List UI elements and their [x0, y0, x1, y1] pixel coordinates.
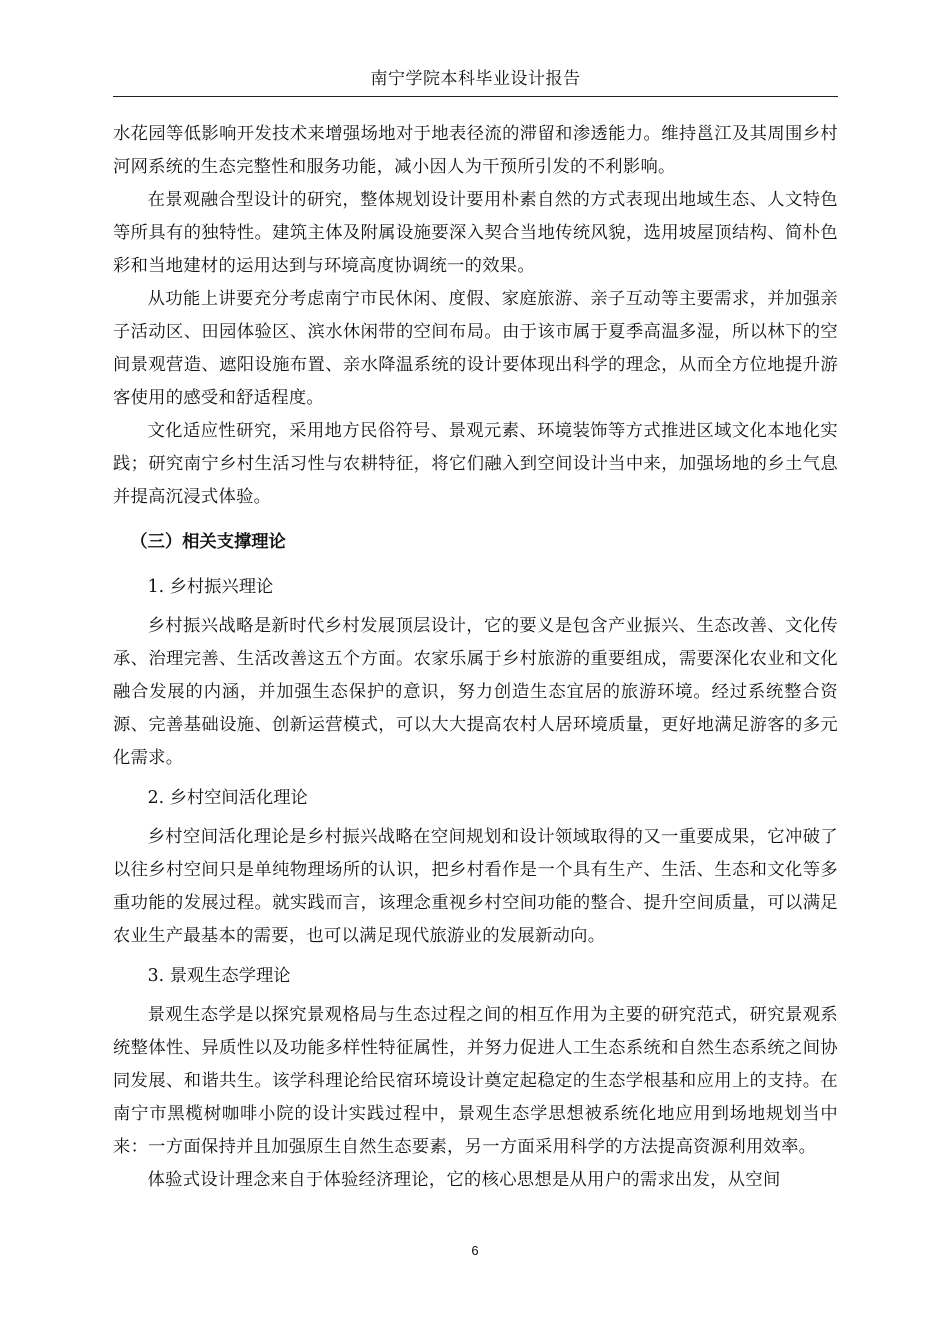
document-body	[113, 118, 838, 1197]
running-header: 南宁学院本科毕业设计报告	[113, 64, 838, 97]
page-number: 6	[471, 1243, 479, 1258]
paragraph: 体验式设计理念来自于体验经济理论，它的核心思想是从用户的需求出发，从空间	[147, 1170, 781, 1190]
paragraph: 文化适应性研究，采用地方民俗符号、景观元素、环境装饰等方式推进区域文化本地化实践；研究南宁乡村生活习性与农耕特征，将它们融入到空间设计当中来，加强场地的乡土气息并提高沉浸式体验。	[113, 421, 838, 507]
paragraph: 乡村振兴战略是新时代乡村发展顶层设计，它的要义是包含产业振兴、生态改善、文化传承、治理完善、生活改善这五个方面。农家乐属于乡村旅游的重要组成，需要深化农业和文化融合发展的内涵，并加强生态保护的意识，努力创造生态宜居的旅游环境。经过系统整合资源、完善基础设施、创新运营模式，可以大大提高农村人居环境质量，更好地满足游客的多元化需求。	[113, 616, 838, 768]
paragraph: 水花园等低影响开发技术来增强场地对于地表径流的滞留和渗透能力。维持邕江及其周围乡村河网系统的生态完整性和服务功能，减小因人为干预所引发的不利影响。	[113, 124, 838, 177]
subsection-heading: 3. 景观生态学理论	[147, 966, 291, 986]
paragraph: 景观生态学是以探究景观格局与生态过程之间的相互作用为主要的研究范式，研究景观系统整体性、异质性以及功能多样性特征属性，并努力促进人工生态系统和自然生态系统之间协同发展、和谐共生。该学科理论给民宿环境设计奠定起稳定的生态学根基和应用上的支持。在南宁市黑榄树咖啡小院的设计实践过程中，景观生态学思想被系统化地应用到场地规划当中来：一方面保持并且加强原生自然生态要素，另一方面采用科学的方法提高资源利用效率。	[113, 1005, 838, 1157]
section-heading: （三）相关支撑理论	[130, 532, 286, 552]
subsection-heading: 1. 乡村振兴理论	[147, 577, 274, 597]
paragraph: 从功能上讲要充分考虑南宁市民休闲、度假、家庭旅游、亲子互动等主要需求，并加强亲子活动区、田园体验区、滨水休闲带的空间布局。由于该市属于夏季高温多湿，所以林下的空间景观营造、遮阳设施布置、亲水降温系统的设计要体现出科学的理念，从而全方位地提升游客使用的感受和舒适程度。	[113, 289, 838, 408]
subsection-heading: 2. 乡村空间活化理论	[147, 788, 308, 808]
paragraph: 乡村空间活化理论是乡村振兴战略在空间规划和设计领域取得的又一重要成果，它冲破了以往乡村空间只是单纯物理场所的认识，把乡村看作是一个具有生产、生活、生态和文化等多重功能的发展过程。就实践而言，该理念重视乡村空间功能的整合、提升空间质量，可以满足农业生产最基本的需要，也可以满足现代旅游业的发展新动向。	[113, 827, 838, 946]
paragraph: 在景观融合型设计的研究，整体规划设计要用朴素自然的方式表现出地域生态、人文特色等所具有的独特性。建筑主体及附属设施要深入契合当地传统风貌，选用坡屋顶结构、简朴色彩和当地建材的运用达到与环境高度协调统一的效果。	[113, 190, 838, 276]
